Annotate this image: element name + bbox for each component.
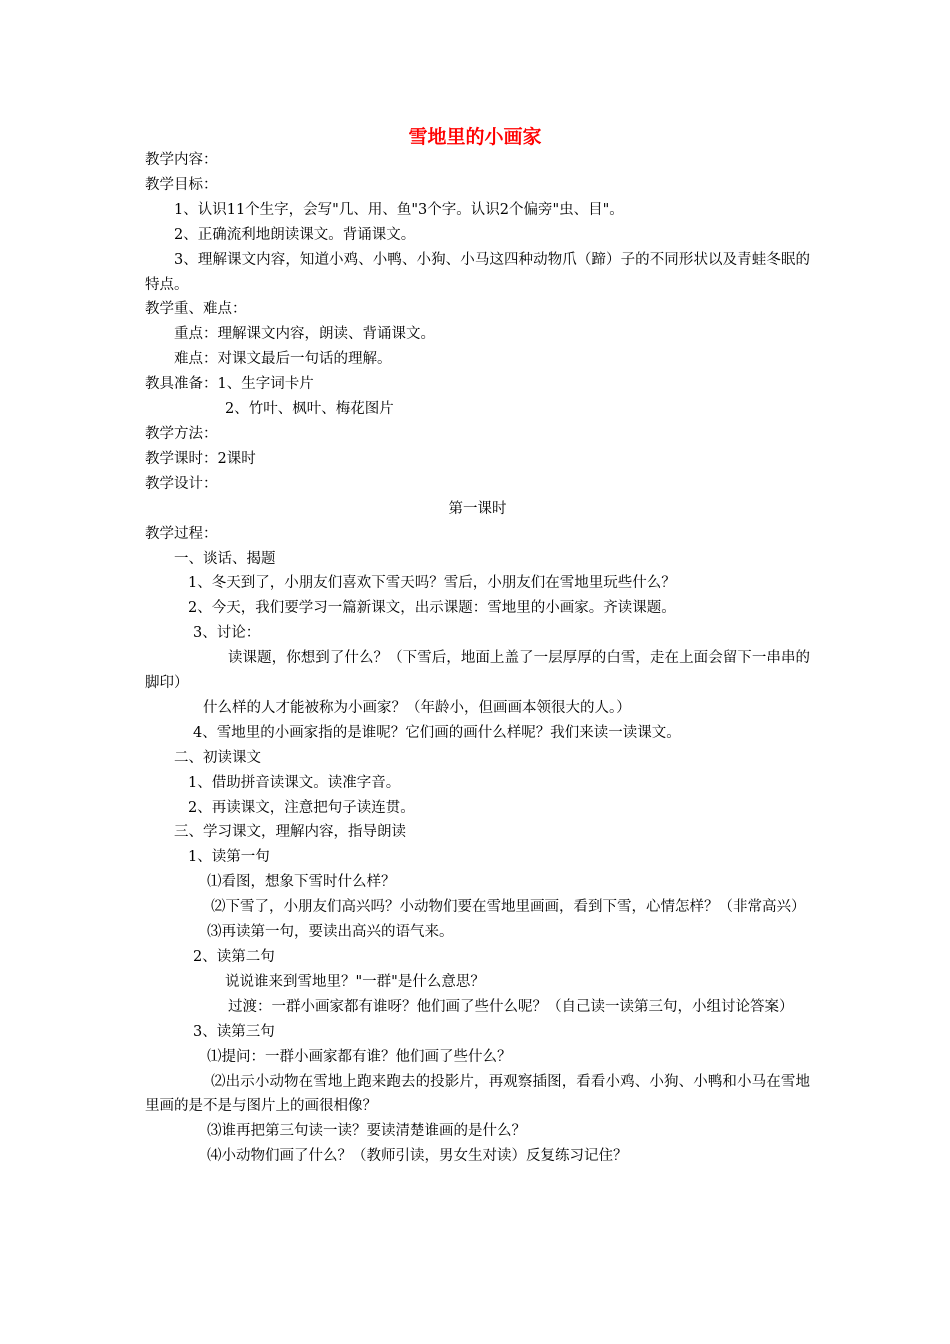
text-line: 教学设计： <box>145 475 218 492</box>
document-body <box>145 148 810 1169</box>
text-line: 2、竹叶、枫叶、梅花图片 <box>225 401 394 418</box>
text-line: 教学方法： <box>145 425 218 442</box>
text-line: 重点：理解课文内容，朗读、背诵课文。 <box>174 326 435 343</box>
text-line: ⑴看图，想象下雪时什么样？ <box>207 874 396 891</box>
text-line: 1、借助拼音读课文。读准字音。 <box>188 774 401 791</box>
text-line: ⑷小动物们画了什么？（教师引读，男女生对读）反复练习记住？ <box>207 1148 628 1165</box>
text-line: 1、认识11个生字，会写"几、用、鱼"3个字。认识2个偏旁"虫、目"。 <box>174 201 624 218</box>
text-line: 2、今天，我们要学习一篇新课文，出示课题：雪地里的小画家。齐读课题。 <box>188 600 676 617</box>
text-paragraph: 过渡：一群小画家都有谁呀？他们画了些什么呢？（自己读一读第三句，小组讨论答案） <box>228 998 794 1015</box>
text-paragraph: ⑵下雪了，小朋友们高兴吗？小动物们要在雪地里画画，看到下雪，心情怎样？（非常高兴） <box>211 899 806 916</box>
text-line: 教具准备：1、生字词卡片 <box>145 376 314 393</box>
text-line: 1、读第一句 <box>188 849 270 866</box>
text-line: 1、冬天到了，小朋友们喜欢下雪天吗？雪后，小朋友们在雪地里玩些什么？ <box>188 575 676 592</box>
text-line: 说说谁来到雪地里？"一群"是什么意思？ <box>225 973 485 990</box>
text-line: 2、正确流利地朗读课文。背诵课文。 <box>174 226 416 243</box>
text-line: 3、读第三句 <box>193 1023 275 1040</box>
text-line: 2、再读课文，注意把句子读连贯。 <box>188 799 415 816</box>
text-line: 难点：对课文最后一句话的理解。 <box>174 351 392 368</box>
text-line: 二、初读课文 <box>174 749 261 766</box>
text-line: 教学课时：2课时 <box>145 450 256 467</box>
text-line: 4、雪地里的小画家指的是谁呢？它们画的画什么样呢？我们来读一读课文。 <box>193 724 681 741</box>
text-line: 2、读第二句 <box>193 949 275 965</box>
section-heading: 第一课时 <box>448 500 507 517</box>
text-line: 教学目标： <box>145 176 218 193</box>
text-paragraph: ⑵出示小动物在雪地上跑来跑去的投影片，再观察插图，看看小鸡、小狗、小鸭和小马在雪地里画的是不是与图片上的画很相像？ <box>145 1073 810 1115</box>
text-line: 3、讨论： <box>193 625 261 642</box>
text-paragraph: 读课题，你想到了什么？（下雪后，地面上盖了一层厚厚的白雪，走在上面会留下一串串的脚印） <box>145 650 810 692</box>
text-line: ⑶再读第一句，要读出高兴的语气来。 <box>207 924 454 941</box>
text-line: 一、谈话、揭题 <box>174 550 276 567</box>
text-line: ⑴提问：一群小画家都有谁？他们画了些什么？ <box>207 1048 512 1065</box>
text-line: ⑶谁再把第三句读一读？要读清楚谁画的是什么？ <box>207 1123 526 1140</box>
text-line: 教学内容： <box>145 152 218 168</box>
text-paragraph: 3、理解课文内容，知道小鸡、小鸭、小狗、小马这四种动物爪（蹄）子的不同形状以及青蛙冬眠的特点。 <box>145 251 810 293</box>
text-line: 教学重、难点： <box>145 301 247 318</box>
document-title: 雪地里的小画家 <box>408 126 542 148</box>
text-line: 什么样的人才能被称为小画家？（年龄小，但画画本领很大的人。） <box>203 699 631 716</box>
text-line: 教学过程： <box>145 525 218 542</box>
text-line: 三、学习课文，理解内容，指导朗读 <box>174 824 406 841</box>
